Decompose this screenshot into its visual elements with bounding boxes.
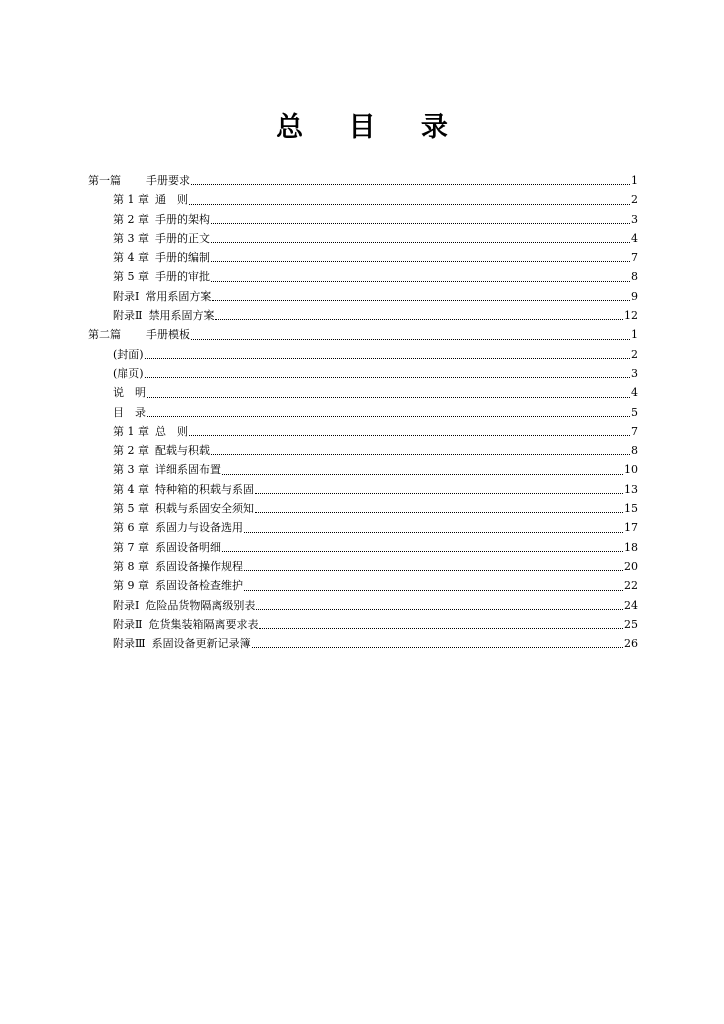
toc-page-number: 18: [624, 540, 638, 554]
toc-page-number: 1: [631, 328, 638, 342]
dot-leader: [211, 453, 630, 455]
toc-entry: [88, 190, 638, 209]
dot-leader: [211, 260, 630, 262]
toc-entry-number: 第 5 章: [113, 270, 149, 284]
toc-entry-title: 危货集装箱隔离要求表: [148, 617, 259, 631]
dot-leader: [189, 434, 630, 436]
toc-entry: [88, 596, 638, 615]
toc-entry-title: 系固力与设备选用: [155, 521, 243, 535]
toc-page-number: 1: [631, 174, 638, 187]
toc-entry-label: [113, 210, 210, 229]
toc-entry-number: 第一篇: [88, 174, 121, 187]
toc-entry-label: [113, 460, 221, 479]
dot-leader: [191, 338, 630, 340]
toc-entry-label: [113, 480, 254, 499]
toc-page-number: 24: [624, 598, 638, 612]
dot-leader: [215, 318, 623, 320]
toc-entry-label: [113, 345, 144, 364]
dot-leader: [147, 396, 630, 398]
toc-entry: [88, 267, 638, 286]
toc-entry-title: 总 则: [155, 424, 188, 438]
toc-page-number: 10: [624, 463, 638, 477]
toc-page-number: 9: [631, 289, 638, 303]
toc-entry: [88, 248, 638, 267]
toc-page-number: 3: [631, 366, 638, 380]
toc-entry-label: [113, 634, 251, 653]
dot-leader: [147, 415, 630, 417]
toc-entry-label: [113, 499, 254, 518]
dot-leader: [212, 299, 630, 301]
toc-entry-number: 附录Ⅱ: [113, 617, 143, 631]
toc-entry-label: [113, 518, 243, 537]
toc-page-number: 25: [624, 617, 638, 631]
dot-leader: [211, 241, 630, 243]
toc-entry: [88, 306, 638, 325]
dot-leader: [189, 203, 630, 205]
toc-page-number: 7: [631, 251, 638, 265]
toc-entry-title: 常用系固方案: [145, 289, 212, 303]
toc-page-number: 7: [631, 424, 638, 438]
dot-leader: [259, 627, 623, 629]
toc-entry-title: 系固设备更新记录簿: [151, 637, 251, 651]
toc-entry: [88, 499, 638, 518]
toc-page-number: 15: [624, 502, 638, 516]
dot-leader: [145, 376, 630, 378]
toc-entry-label: [113, 615, 258, 634]
toc-entry: [88, 480, 638, 499]
toc-page-number: 4: [631, 231, 638, 245]
toc-entry-number: 第 2 章: [113, 212, 149, 226]
toc-entry-title: 系固设备检查维护: [155, 579, 243, 593]
toc-entry-label: [113, 267, 210, 286]
toc-entry-label: [88, 325, 190, 344]
toc-entry-title: 禁用系固方案: [148, 309, 215, 323]
dot-leader: [191, 183, 630, 185]
toc-entry: [88, 460, 638, 479]
toc-part-entry: [88, 325, 638, 344]
toc-entry-title: 手册模板: [146, 328, 190, 342]
toc-entry: [88, 576, 638, 595]
toc-entry-label: [113, 306, 214, 325]
dot-leader: [211, 280, 630, 282]
toc-entry-title: 手册的审批: [155, 270, 210, 284]
toc-page-number: 26: [624, 637, 638, 651]
table-of-contents: [88, 171, 638, 653]
toc-entry: [88, 383, 638, 402]
toc-page-number: 8: [631, 270, 638, 284]
dot-leader: [255, 511, 623, 513]
toc-entry-number: 第 5 章: [113, 502, 149, 516]
toc-entry: [88, 422, 638, 441]
toc-page-number: 13: [624, 482, 638, 496]
dot-leader: [255, 492, 623, 494]
toc-entry-number: 附录Ⅰ: [113, 289, 140, 303]
dot-leader: [222, 473, 623, 475]
dot-leader: [244, 589, 623, 591]
toc-entry-title: 说 明: [113, 386, 146, 400]
toc-entry-title: 危险品货物隔离级别表: [145, 598, 256, 612]
toc-entry-title: 手册的正文: [155, 231, 210, 245]
toc-entry-label: [113, 557, 243, 576]
toc-entry-number: 附录Ⅰ: [113, 598, 140, 612]
page-title: 总 目 录: [276, 112, 466, 143]
toc-entry-title: 积载与系固安全须知: [155, 502, 254, 516]
toc-entry-title: 详细系固布置: [155, 463, 221, 477]
toc-entry-label: [113, 190, 188, 209]
dot-leader: [145, 357, 630, 359]
toc-entry-title: 系固设备操作规程: [155, 559, 243, 573]
toc-entry-label: [113, 403, 146, 422]
toc-entry: [88, 210, 638, 229]
toc-entry-number: 第 9 章: [113, 579, 149, 593]
toc-page-number: 3: [631, 212, 638, 226]
toc-entry: [88, 364, 638, 383]
toc-entry-number: 第 3 章: [113, 231, 149, 245]
toc-entry: [88, 557, 638, 576]
toc-page-number: 4: [631, 386, 638, 400]
toc-entry-number: 第 7 章: [113, 540, 149, 554]
toc-entry-label: [113, 422, 188, 441]
toc-page-number: 22: [624, 579, 638, 593]
toc-page-number: 2: [631, 347, 638, 361]
toc-entry-label: [113, 364, 144, 383]
toc-entry: [88, 345, 638, 364]
toc-entry-title: 通 则: [155, 193, 188, 207]
toc-page-number: 2: [631, 193, 638, 207]
toc-part-entry: [88, 171, 638, 190]
toc-entry: [88, 518, 638, 537]
toc-entry-title: 配载与积载: [155, 444, 210, 458]
toc-entry-title: 特种箱的积载与系固: [155, 482, 254, 496]
toc-entry-title: 手册的编制: [155, 251, 210, 265]
toc-entry-number: 第 4 章: [113, 482, 149, 496]
toc-entry-number: 第二篇: [88, 328, 121, 342]
toc-entry-number: 附录Ⅲ: [113, 637, 146, 651]
toc-entry-label: [113, 229, 210, 248]
toc-entry-title: 手册要求: [146, 174, 190, 187]
toc-entry-label: [113, 248, 210, 267]
toc-entry-number: 第 8 章: [113, 559, 149, 573]
toc-entry-number: 第 2 章: [113, 444, 149, 458]
dot-leader: [244, 531, 623, 533]
toc-entry-number: 第 6 章: [113, 521, 149, 535]
toc-entry: [88, 229, 638, 248]
dot-leader: [256, 608, 623, 610]
toc-entry: [88, 615, 638, 634]
toc-entry-number: 附录Ⅱ: [113, 309, 143, 323]
toc-entry-label: [113, 287, 211, 306]
toc-entry: [88, 538, 638, 557]
toc-page-number: 17: [624, 521, 638, 535]
toc-entry-title: 手册的架构: [155, 212, 210, 226]
toc-page-number: 5: [631, 405, 638, 419]
toc-entry-number: 第 3 章: [113, 463, 149, 477]
toc-entry-title: (扉页): [113, 366, 144, 380]
toc-entry: [88, 634, 638, 653]
dot-leader: [222, 550, 623, 552]
toc-page-number: 8: [631, 444, 638, 458]
toc-entry-label: [113, 383, 146, 402]
toc-entry-label: [113, 576, 243, 595]
toc-entry-number: 第 1 章: [113, 193, 149, 207]
toc-entry: [88, 403, 638, 422]
toc-entry-label: [113, 441, 210, 460]
toc-entry-number: 第 1 章: [113, 424, 149, 438]
toc-page-number: 12: [624, 309, 638, 323]
toc-page-number: 20: [624, 559, 638, 573]
toc-entry-title: 系固设备明细: [155, 540, 221, 554]
dot-leader: [252, 646, 623, 648]
toc-entry-title: 目 录: [113, 405, 146, 419]
toc-entry-label: [88, 171, 190, 190]
dot-leader: [244, 569, 623, 571]
toc-entry: [88, 287, 638, 306]
toc-entry-number: 第 4 章: [113, 251, 149, 265]
toc-entry: [88, 441, 638, 460]
toc-entry-label: [113, 596, 255, 615]
toc-entry-title: (封面): [113, 347, 144, 361]
toc-entry-label: [113, 538, 221, 557]
dot-leader: [211, 222, 630, 224]
